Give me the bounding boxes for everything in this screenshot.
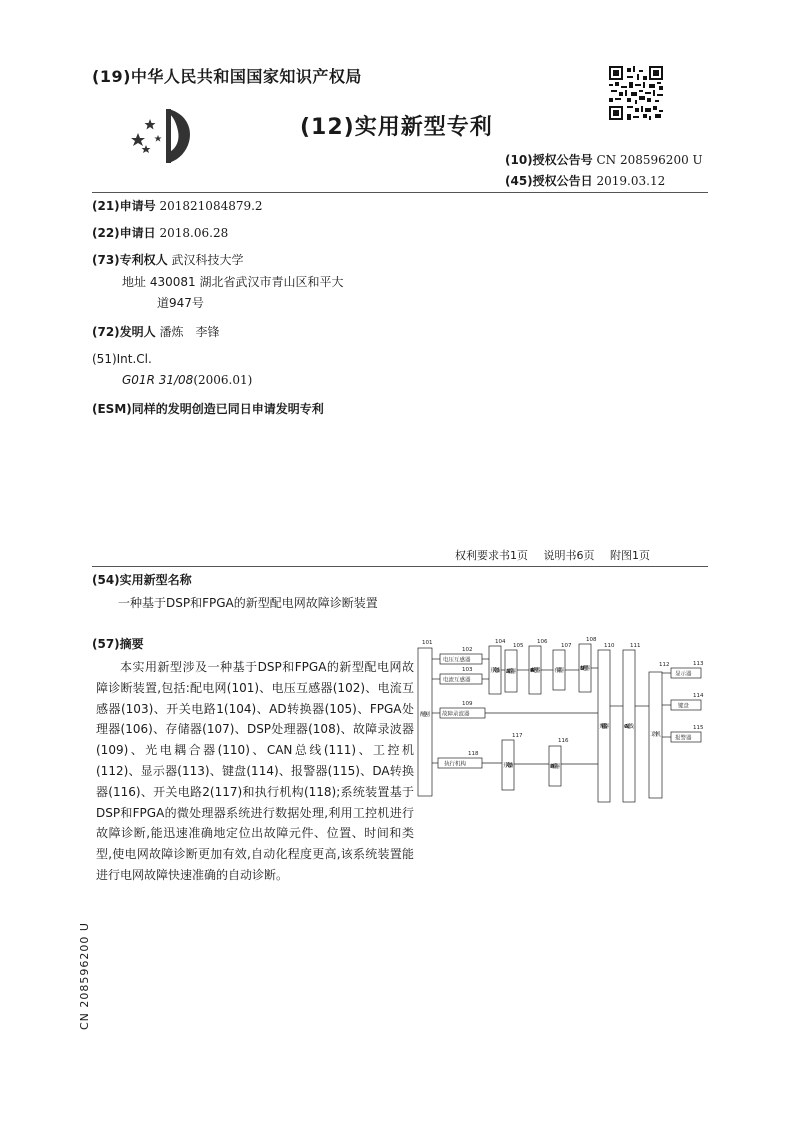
application-date [92, 223, 228, 243]
label-115: 115 [693, 725, 704, 731]
publication-date-label: (45)授权公告日 [505, 174, 593, 188]
label-106: 106 [537, 639, 548, 645]
intcl-label: (51)Int.Cl. [92, 352, 152, 366]
address-line2: 道947号 [157, 296, 204, 310]
sw1-label: 开关电路1 [490, 668, 501, 674]
alarm-label: 报警器 [675, 735, 692, 742]
opto-label: 光电耦合器 [599, 724, 609, 730]
page-counts [455, 547, 650, 563]
label-105: 105 [513, 643, 524, 649]
publication-number-row [505, 150, 715, 171]
fpga-label: FPGA处理器 [530, 668, 541, 674]
grid-label: 配电网 [420, 712, 430, 718]
utility-model-title: 一种基于DSP和FPGA的新型配电网故障诊断装置 [118, 596, 378, 610]
label-103: 103 [462, 667, 473, 673]
patentee-label: (73)专利权人 [92, 253, 168, 267]
block-diagram [412, 636, 712, 826]
label-101: 101 [422, 640, 433, 646]
can-label: CAN总线 [624, 724, 634, 730]
ipc-label: 工控机 [650, 732, 661, 738]
publication-number-value: CN 208596200 U [596, 153, 703, 167]
intcl-year: (2006.01) [193, 373, 253, 387]
pt-label: 电压互感器 [443, 657, 471, 664]
ct-label: 电流互感器 [443, 677, 471, 684]
abstract-text: 本实用新型涉及一种基于DSP和FPGA的新型配电网故障诊断装置,包括:配电网(101)、电压互感器(102)、电流互感器(103)、开关电路1(104)、AD转换器(105)、FPGA处理器(106)、存储器(107)、DSP处理器(108)、故障录波器(109)、光电耦合器(110)、CAN总线(111)、工控机(112)、显示器(113)、键盘(114)、报警器(115)、DA转换器(116)、开关电路2(117)和执行机构(118);系统装置基于DSP和FPGA的微处理器系统进行数据处理,利用工控机进行故障诊断,能迅速准确地定位出故障元件、位置、时间和类型,使电网故障诊断更加有效,自动化程度更高,该系统装置能进行电网故障快速准确的自动诊断。 [96, 660, 414, 882]
publication-info [505, 150, 715, 192]
patentee [92, 250, 244, 270]
da-label: DA转换器 [550, 764, 560, 770]
patentee-value: 武汉科技大学 [171, 253, 244, 267]
cnipa-logo [128, 105, 208, 165]
publication-date-row [505, 171, 715, 192]
ad-label: AD转换器 [506, 669, 516, 675]
label-111: 111 [630, 643, 641, 649]
label-116: 116 [558, 738, 569, 744]
claims-pages: 权利要求书1页 [455, 549, 528, 562]
application-number-label: (21)申请号 [92, 199, 156, 213]
label-114: 114 [693, 693, 704, 699]
issuer-title: (19)中华人民共和国国家知识产权局 [92, 67, 362, 86]
application-date-label: (22)申请日 [92, 226, 156, 240]
grid-box [418, 648, 432, 796]
qr-code [609, 66, 663, 120]
label-107: 107 [561, 643, 572, 649]
esm-note: (ESM)同样的发明创造已同日申请发明专利 [92, 402, 324, 416]
label-118: 118 [468, 751, 479, 757]
recorder-label: 故障录波器 [442, 711, 470, 718]
abstract-label: (57)摘要 [92, 637, 144, 651]
keyboard-label: 键盘 [678, 703, 690, 710]
inventors [92, 322, 220, 342]
intcl-class: G01R 31/08 [122, 373, 194, 387]
label-108: 108 [586, 637, 597, 643]
sw2-label: 开关电路2 [503, 763, 514, 769]
label-113: 113 [693, 661, 704, 667]
publication-number-label: (10)授权公告号 [505, 153, 593, 167]
display-label: 显示器 [675, 671, 692, 678]
label-112: 112 [659, 662, 670, 668]
address [122, 272, 343, 292]
header-divider [92, 192, 708, 193]
actuator-label: 执行机构 [444, 761, 467, 768]
drawing-pages: 附图1页 [610, 549, 650, 562]
title-label: (54)实用新型名称 [92, 573, 192, 587]
publication-date-value: 2019.03.12 [596, 174, 666, 188]
description-pages: 说明书6页 [543, 549, 595, 562]
inventor-label: (72)发明人 [92, 325, 156, 339]
application-number [92, 196, 263, 216]
inventor-value: 潘炼 李锋 [159, 325, 220, 339]
label-102: 102 [462, 647, 473, 653]
address-label: 地址 [122, 275, 147, 289]
label-104: 104 [495, 639, 506, 645]
label-110: 110 [604, 643, 615, 649]
section-divider [92, 566, 708, 567]
label-117: 117 [512, 733, 523, 739]
side-publication-code: CN 208596200 U [78, 922, 91, 1030]
dsp-label: DSP处理器 [580, 666, 590, 672]
application-number-value: 201821084879.2 [159, 199, 263, 213]
address-line1: 430081 湖北省武汉市青山区和平大 [149, 275, 344, 289]
label-109: 109 [462, 701, 473, 707]
intcl-classification [122, 370, 252, 390]
mem-label: 存储器 [554, 668, 564, 674]
application-date-value: 2018.06.28 [159, 226, 229, 240]
document-type: (12)实用新型专利 [300, 115, 493, 140]
